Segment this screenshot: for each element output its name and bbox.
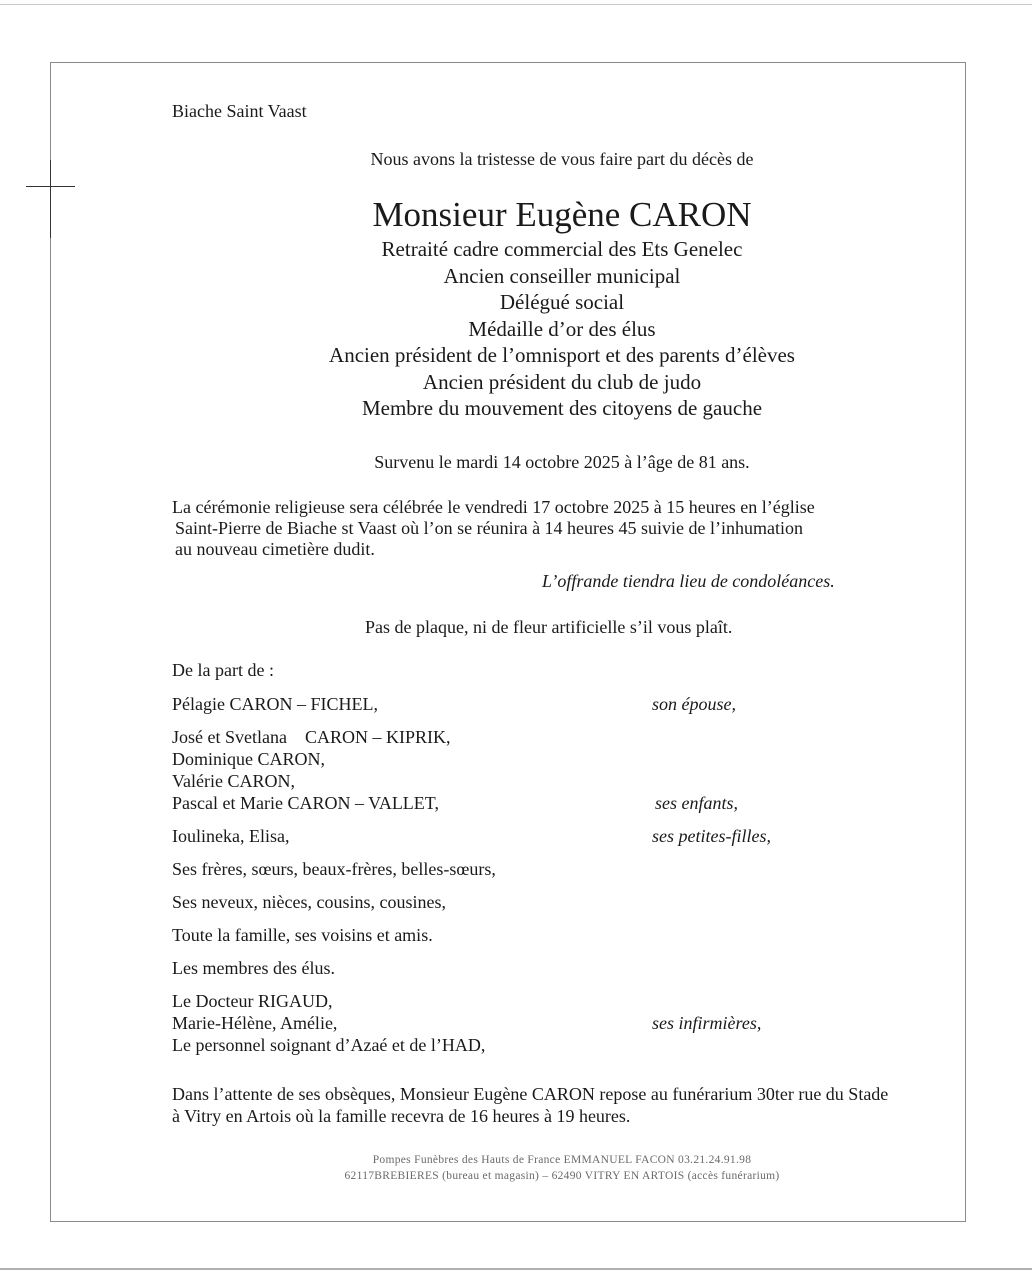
- title-line: Ancien président du club de judo: [422, 369, 702, 394]
- scan-edge-top: [0, 4, 1032, 5]
- title-line: Ancien président de l’omnisport et des parents d’élèves: [329, 343, 795, 367]
- footer-line: 62117BREBIERES (bureau et magasin) – 62490 VITRY EN ARTOIS (accès funérarium): [344, 1170, 780, 1182]
- spouse-role: son épouse,: [652, 694, 736, 714]
- ceremony-line: au nouveau cimetière dudit.: [175, 539, 375, 559]
- no-flowers-note: Pas de plaque, ni de fleur artificielle s’il vous plaît.: [365, 617, 733, 637]
- child-name: Dominique CARON,: [172, 749, 325, 769]
- grandchildren-names: Ioulineka, Elisa,: [172, 826, 290, 846]
- cross-icon-vertical: [50, 160, 51, 238]
- grandchildren-role: ses petites-filles,: [652, 826, 771, 846]
- child-name: Valérie CARON,: [172, 771, 295, 791]
- title-line: Médaille d’or des élus: [468, 316, 656, 341]
- title-line: Délégué social: [499, 290, 625, 314]
- child-name: José et Svetlana CARON – KIPRIK,: [172, 727, 451, 747]
- nurse-name: Le personnel soignant d’Azaé et de l’HAD,: [172, 1035, 486, 1055]
- titles-list: [260, 236, 864, 422]
- nurse-name: Le Docteur RIGAUD,: [172, 991, 333, 1011]
- from-label: De la part de :: [172, 660, 274, 680]
- nephews-line: Ses neveux, nièces, cousins, cousines,: [172, 892, 446, 912]
- funerarium-line: à Vitry en Artois où la famille recevra de 16 heures à 19 heures.: [172, 1106, 631, 1126]
- child-name: Pascal et Marie CARON – VALLET,: [172, 793, 439, 813]
- family-line: Toute la famille, ses voisins et amis.: [172, 925, 433, 945]
- children-role: ses enfants,: [655, 793, 738, 813]
- footer-line: Pompes Funèbres des Hauts de France EMMANUEL FACON 03.21.24.91.98: [372, 1154, 752, 1166]
- siblings-line: Ses frères, sœurs, beaux-frères, belles-sœurs,: [172, 859, 496, 879]
- scan-edge-bottom: [0, 1268, 1032, 1270]
- ceremony-line: Saint-Pierre de Biache st Vaast où l’on se réunira à 14 heures 45 suivie de l’inhumation: [175, 518, 804, 538]
- elected-line: Les membres des élus.: [172, 958, 335, 978]
- intro-line: Nous avons la tristesse de vous faire part du décès de: [370, 149, 754, 169]
- cross-icon-horizontal: [26, 186, 75, 187]
- spouse-name: Pélagie CARON – FICHEL,: [172, 694, 378, 714]
- location: Biache Saint Vaast: [172, 101, 307, 121]
- nurses-role: ses infirmières,: [652, 1013, 762, 1033]
- title-line: Retraité cadre commercial des Ets Genelec: [381, 237, 743, 261]
- death-date: Survenu le mardi 14 octobre 2025 à l’âge de 81 ans.: [374, 452, 750, 472]
- funeral-home-footer: [260, 1152, 864, 1184]
- title-line: Ancien conseiller municipal: [443, 263, 681, 288]
- funerarium-line: Dans l’attente de ses obsèques, Monsieur Eugène CARON repose au funérarium 30ter rue du Stade: [172, 1084, 889, 1104]
- title-line: Membre du mouvement des citoyens de gauche: [361, 396, 763, 420]
- ceremony-line: La cérémonie religieuse sera célébrée le vendredi 17 octobre 2025 à 15 heures en l’église: [172, 497, 815, 517]
- deceased-name: Monsieur Eugène CARON: [372, 195, 752, 234]
- offering-note: L’offrande tiendra lieu de condoléances.: [542, 571, 835, 591]
- nurse-name: Marie-Hélène, Amélie,: [172, 1013, 338, 1033]
